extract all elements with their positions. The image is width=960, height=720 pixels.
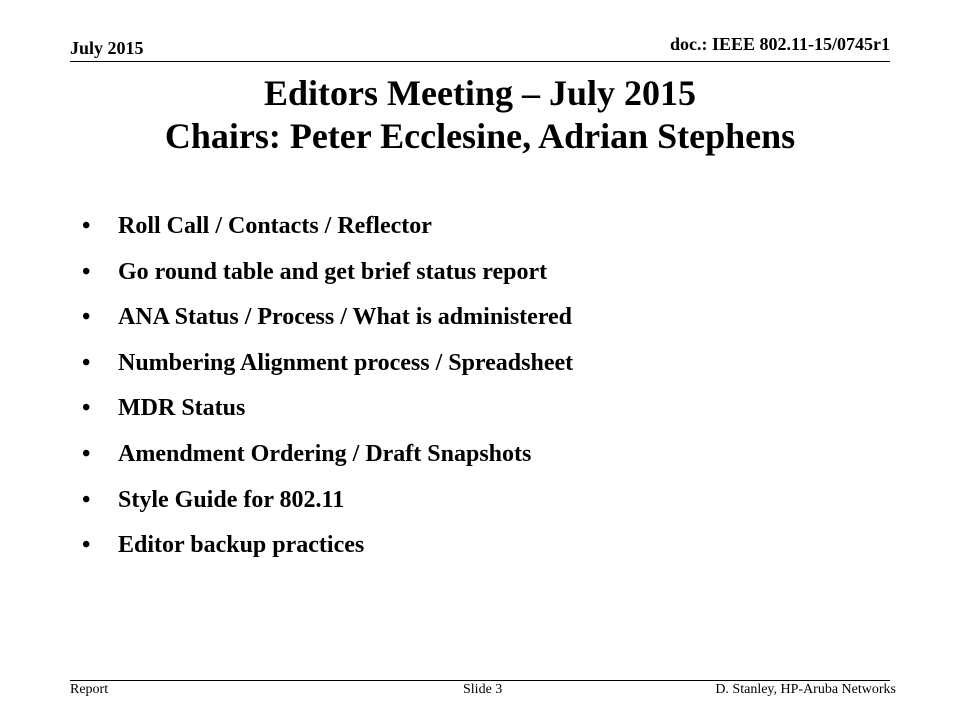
bullet-icon: • (82, 532, 91, 559)
agenda-item (80, 206, 573, 252)
agenda-item-text: Roll Call / Contacts / Reflector (118, 213, 432, 239)
agenda-item (80, 252, 573, 298)
bullet-icon: • (82, 213, 91, 239)
agenda-item (80, 434, 573, 480)
bullet-icon: • (82, 486, 91, 513)
agenda-item-text: Editor backup practices (118, 532, 365, 559)
agenda-item-text: Amendment Ordering / Draft Snapshots (118, 440, 532, 467)
bullet-icon: • (82, 349, 91, 376)
agenda-item-text: Numbering Alignment process / Spreadsheet (118, 349, 574, 376)
agenda-item-text: Style Guide for 802.11 (118, 486, 345, 513)
agenda-item (80, 343, 573, 389)
footer-slide-number: Slide 3 (463, 682, 503, 697)
header-divider (70, 61, 890, 62)
agenda-item-text: Go round table and get brief status report (118, 258, 548, 285)
agenda-list (80, 206, 573, 571)
header-date: July 2015 (70, 38, 144, 58)
header-doc-id: doc.: IEEE 802.11-15/0745r1 (669, 34, 890, 54)
bullet-icon: • (82, 395, 91, 422)
agenda-item (80, 297, 573, 343)
footer-divider (70, 680, 890, 681)
agenda-item-text: ANA Status / Process / What is administered (118, 304, 573, 331)
slide-title (0, 72, 960, 158)
agenda-item-text: MDR Status (118, 395, 246, 422)
agenda-item (80, 388, 573, 434)
footer-report-label: Report (70, 682, 109, 697)
agenda-item (80, 525, 573, 571)
bullet-icon: • (82, 258, 91, 285)
agenda-item (80, 480, 573, 526)
footer-author: D. Stanley, HP-Aruba Networks (715, 682, 896, 697)
bullet-icon: • (82, 304, 91, 331)
slide-title-line-2: Chairs: Peter Ecclesine, Adrian Stephens (164, 116, 796, 156)
bullet-icon: • (82, 440, 91, 467)
slide-title-line-1: Editors Meeting – July 2015 (264, 73, 696, 113)
